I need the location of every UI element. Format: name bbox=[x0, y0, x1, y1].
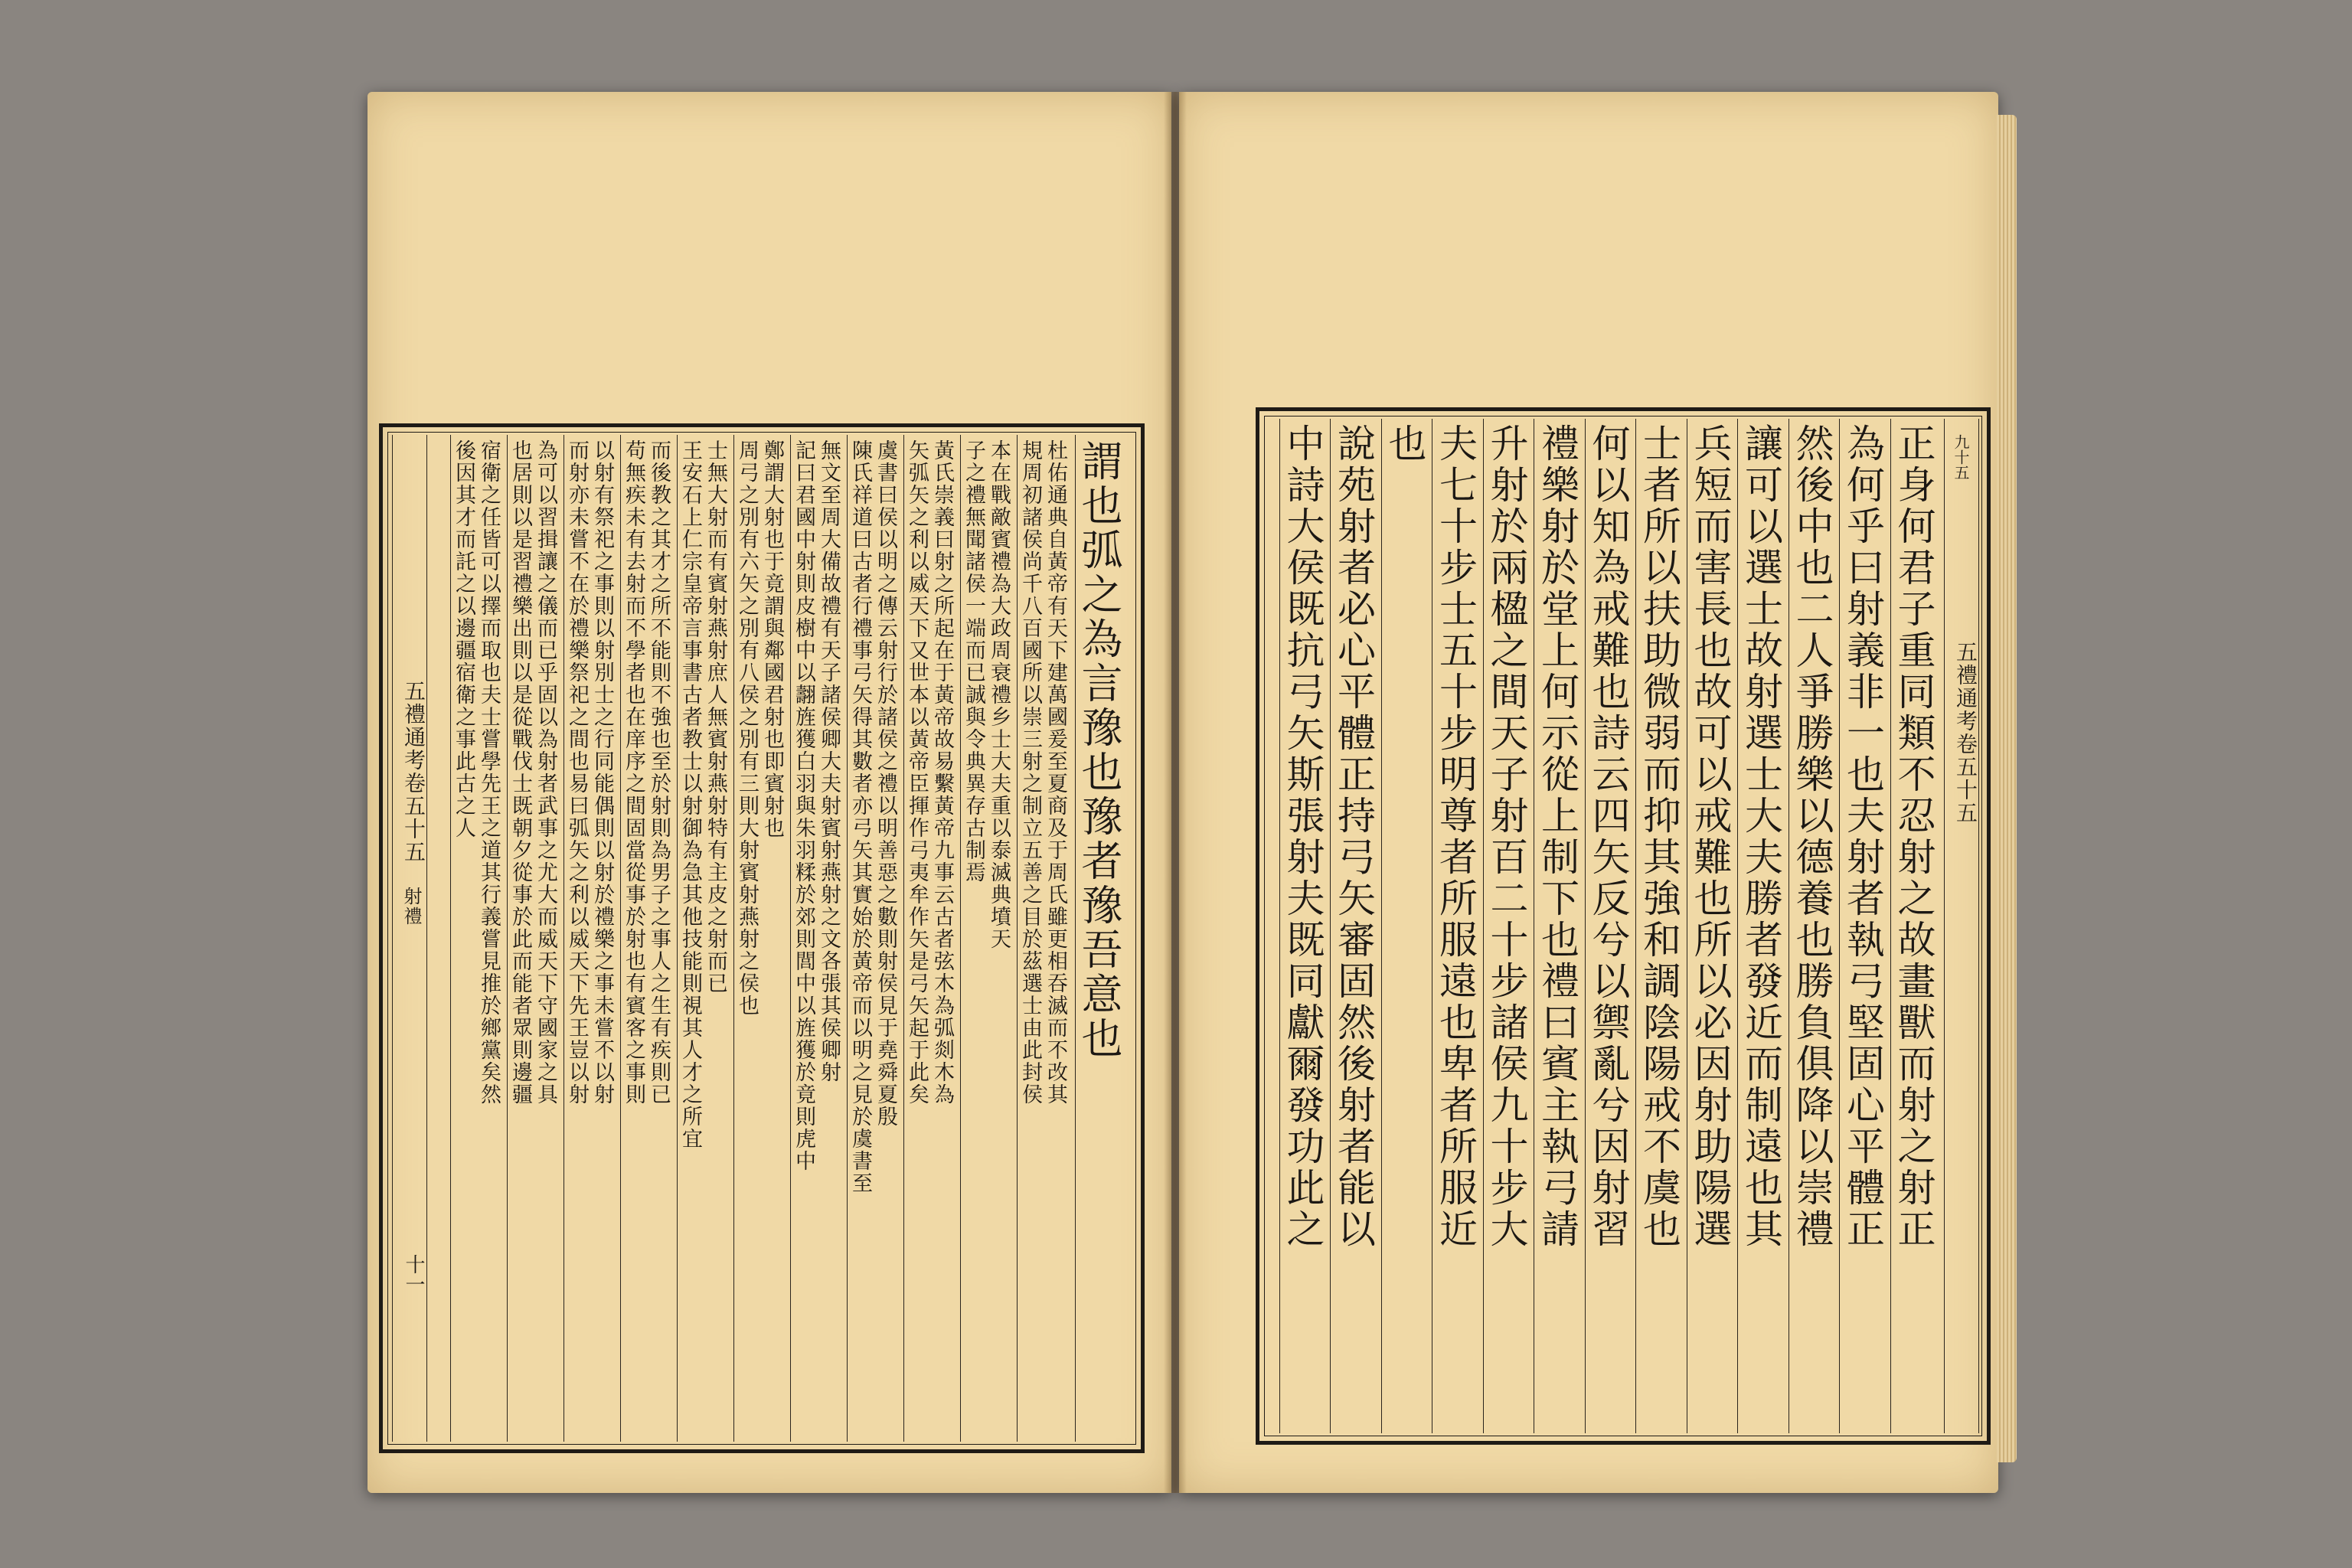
header-column: 謂也弧之為言豫也豫者豫吾意也 bbox=[1075, 439, 1123, 1061]
main-text-column: 中詩大侯既抗弓矢斯張射夫既同獻爾發功此之 bbox=[1280, 423, 1325, 1250]
commentary-column: 宿衛之任皆可以擇而取也夫士嘗學先王之道其行義嘗見推於鄉黨矣然 bbox=[477, 439, 501, 1106]
main-text-column: 夫七十步士五十步明尊者所服遠也卑者所服近 bbox=[1433, 423, 1478, 1250]
column-divider bbox=[1483, 419, 1484, 1433]
commentary-column: 士無大射而有賓射燕射庶人無賓射燕射特有主皮之射而已 bbox=[704, 439, 727, 995]
left-page bbox=[368, 92, 1171, 1493]
main-text-column: 說苑射者必心平體正持弓矢審固然後射者能以 bbox=[1331, 423, 1376, 1250]
right-page-text-frame bbox=[1256, 407, 1991, 1445]
main-text-column: 升射於兩楹之間天子射百二十步諸侯九十步大 bbox=[1484, 423, 1529, 1250]
main-text-column: 也 bbox=[1382, 423, 1427, 465]
commentary-column: 為可以習揖讓之儀而已乎固以為射者武事之尤大而威天下守國家之具 bbox=[534, 439, 557, 1106]
commentary-column: 無文至周大備故禮有天子諸侯卿大夫射賓射燕射之文各張其侯卿射 bbox=[817, 439, 841, 1083]
commentary-column: 苟無疾未有去射而不學者也在庠序之間固當從事於射也有賓客之事則 bbox=[622, 439, 645, 1106]
open-book bbox=[368, 92, 1998, 1493]
column-divider bbox=[1017, 435, 1018, 1442]
banxin-section: 射禮 bbox=[400, 887, 422, 926]
banxin-strip bbox=[1944, 419, 1979, 1433]
column-divider bbox=[677, 435, 678, 1442]
column-divider bbox=[903, 435, 904, 1442]
commentary-column: 矢弧矢之利以威天下又世本以黃帝臣揮作弓夷牟作矢是弓矢起于此矣 bbox=[905, 439, 929, 1106]
commentary-column: 以射有祭祀之事則以射別士之行同能偶則以射於禮樂之事未嘗不以射 bbox=[590, 439, 614, 1106]
commentary-column: 而射亦未嘗不在於禮樂祭祀之間也易曰弧矢之利以威天下先王豈以射 bbox=[565, 439, 589, 1106]
column-divider bbox=[1890, 419, 1891, 1433]
banxin-title: 五禮通考卷五十五 bbox=[401, 680, 426, 864]
main-text-column: 禮樂射於堂上何示從上制下也禮曰賓主執弓請 bbox=[1535, 423, 1579, 1250]
column-divider bbox=[1075, 435, 1076, 1442]
commentary-column: 而後教之其才之所不能則不強也至於射則為男子之事人之生有疾則已 bbox=[647, 439, 671, 1106]
column-divider bbox=[1330, 419, 1331, 1433]
banxin-title: 五禮通考卷五十五 bbox=[1953, 641, 1978, 825]
column-divider bbox=[1585, 419, 1586, 1433]
main-text-column: 兵短而害長也故可以戒難也所以必因射助陽選 bbox=[1687, 423, 1733, 1250]
column-divider bbox=[620, 435, 621, 1442]
main-text-column: 然後中也二人爭勝樂以德養也勝負俱降以崇禮 bbox=[1789, 423, 1834, 1250]
right-page bbox=[1179, 92, 1998, 1493]
commentary-column: 王安石上仁宗皇帝言事書古者教士以射御為急其他技能則視其人才之所宜 bbox=[678, 439, 702, 1150]
page-number: 九十五 bbox=[1952, 434, 1970, 480]
column-divider bbox=[960, 435, 961, 1442]
commentary-column: 鄭謂大射也于竟謂與鄰國君射也即賓射也 bbox=[760, 439, 784, 839]
commentary-column: 本在戰敵賓禮為大政周衰禮乡士大夫重以泰滅典墳天 bbox=[987, 439, 1011, 950]
column-divider bbox=[847, 435, 848, 1442]
commentary-column: 記曰君國中射則皮樹中以翿旌獲白羽與朱羽糅於郊則閭中以旌獲於竟則虎中 bbox=[792, 439, 815, 1172]
main-text-column: 何以知為戒難也詩云四矢反兮以禦亂兮因射習 bbox=[1586, 423, 1631, 1250]
column-divider bbox=[1737, 419, 1738, 1433]
page-edges bbox=[1997, 115, 2017, 1462]
left-page-text-frame bbox=[379, 423, 1145, 1453]
column-divider bbox=[790, 435, 791, 1442]
column-divider bbox=[733, 435, 734, 1442]
main-text-column: 士者所以扶助微弱而抑其強和調陰陽戒不虞也 bbox=[1637, 423, 1681, 1250]
page-number: 十一 bbox=[402, 1254, 425, 1294]
commentary-column: 後因其才而託之以邊疆宿衛之事此古之人 bbox=[452, 439, 475, 839]
book-gutter bbox=[1164, 92, 1187, 1493]
commentary-column: 也居則以是習禮樂出則以是從戰伐士既朝夕從事於此而能者眾則邊疆 bbox=[508, 439, 532, 1106]
commentary-column: 黃氏崇義曰射之所起在于黃帝故易繫黃帝九事云古者弦木為弧剡木為 bbox=[930, 439, 954, 1106]
column-divider bbox=[1381, 419, 1382, 1433]
main-text-column: 讓可以選士故射選士大夫勝者發近而制遠也其 bbox=[1739, 423, 1783, 1250]
column-divider bbox=[1279, 419, 1280, 1433]
main-text-column: 為何乎曰射義非一也夫射者執弓堅固心平體正 bbox=[1841, 423, 1885, 1250]
column-divider bbox=[1788, 419, 1789, 1433]
main-text-column: 正身何君子重同類不忍射之故畫獸而射之射正 bbox=[1891, 423, 1936, 1250]
column-divider bbox=[1635, 419, 1636, 1433]
column-divider bbox=[450, 435, 451, 1442]
commentary-column: 規周初諸侯尚千八百國所以崇三射之制立五善之目於茲選士由此封侯 bbox=[1018, 439, 1042, 1106]
commentary-column: 子之禮無聞諸侯一端而已誠與令典異存古制焉 bbox=[962, 439, 985, 884]
commentary-column: 杜佑通典自黃帝有天下建萬國爰至夏商及于周氏雖更相吞滅而不改其 bbox=[1044, 439, 1067, 1106]
commentary-column: 虞書曰侯以明之傳云射行於諸侯之禮以明善惡之數則射侯見于堯舜夏殷 bbox=[874, 439, 897, 1128]
commentary-column: 周弓之別有六矢之別有八侯之別有三則大射賓射燕射之侯也 bbox=[735, 439, 759, 1017]
column-divider bbox=[507, 435, 508, 1442]
column-divider bbox=[1839, 419, 1840, 1433]
commentary-column: 陳氏祥道曰古者行禮事弓矢得其數者亦弓矢其實始於黃帝而以明之見於虞書至 bbox=[848, 439, 872, 1194]
